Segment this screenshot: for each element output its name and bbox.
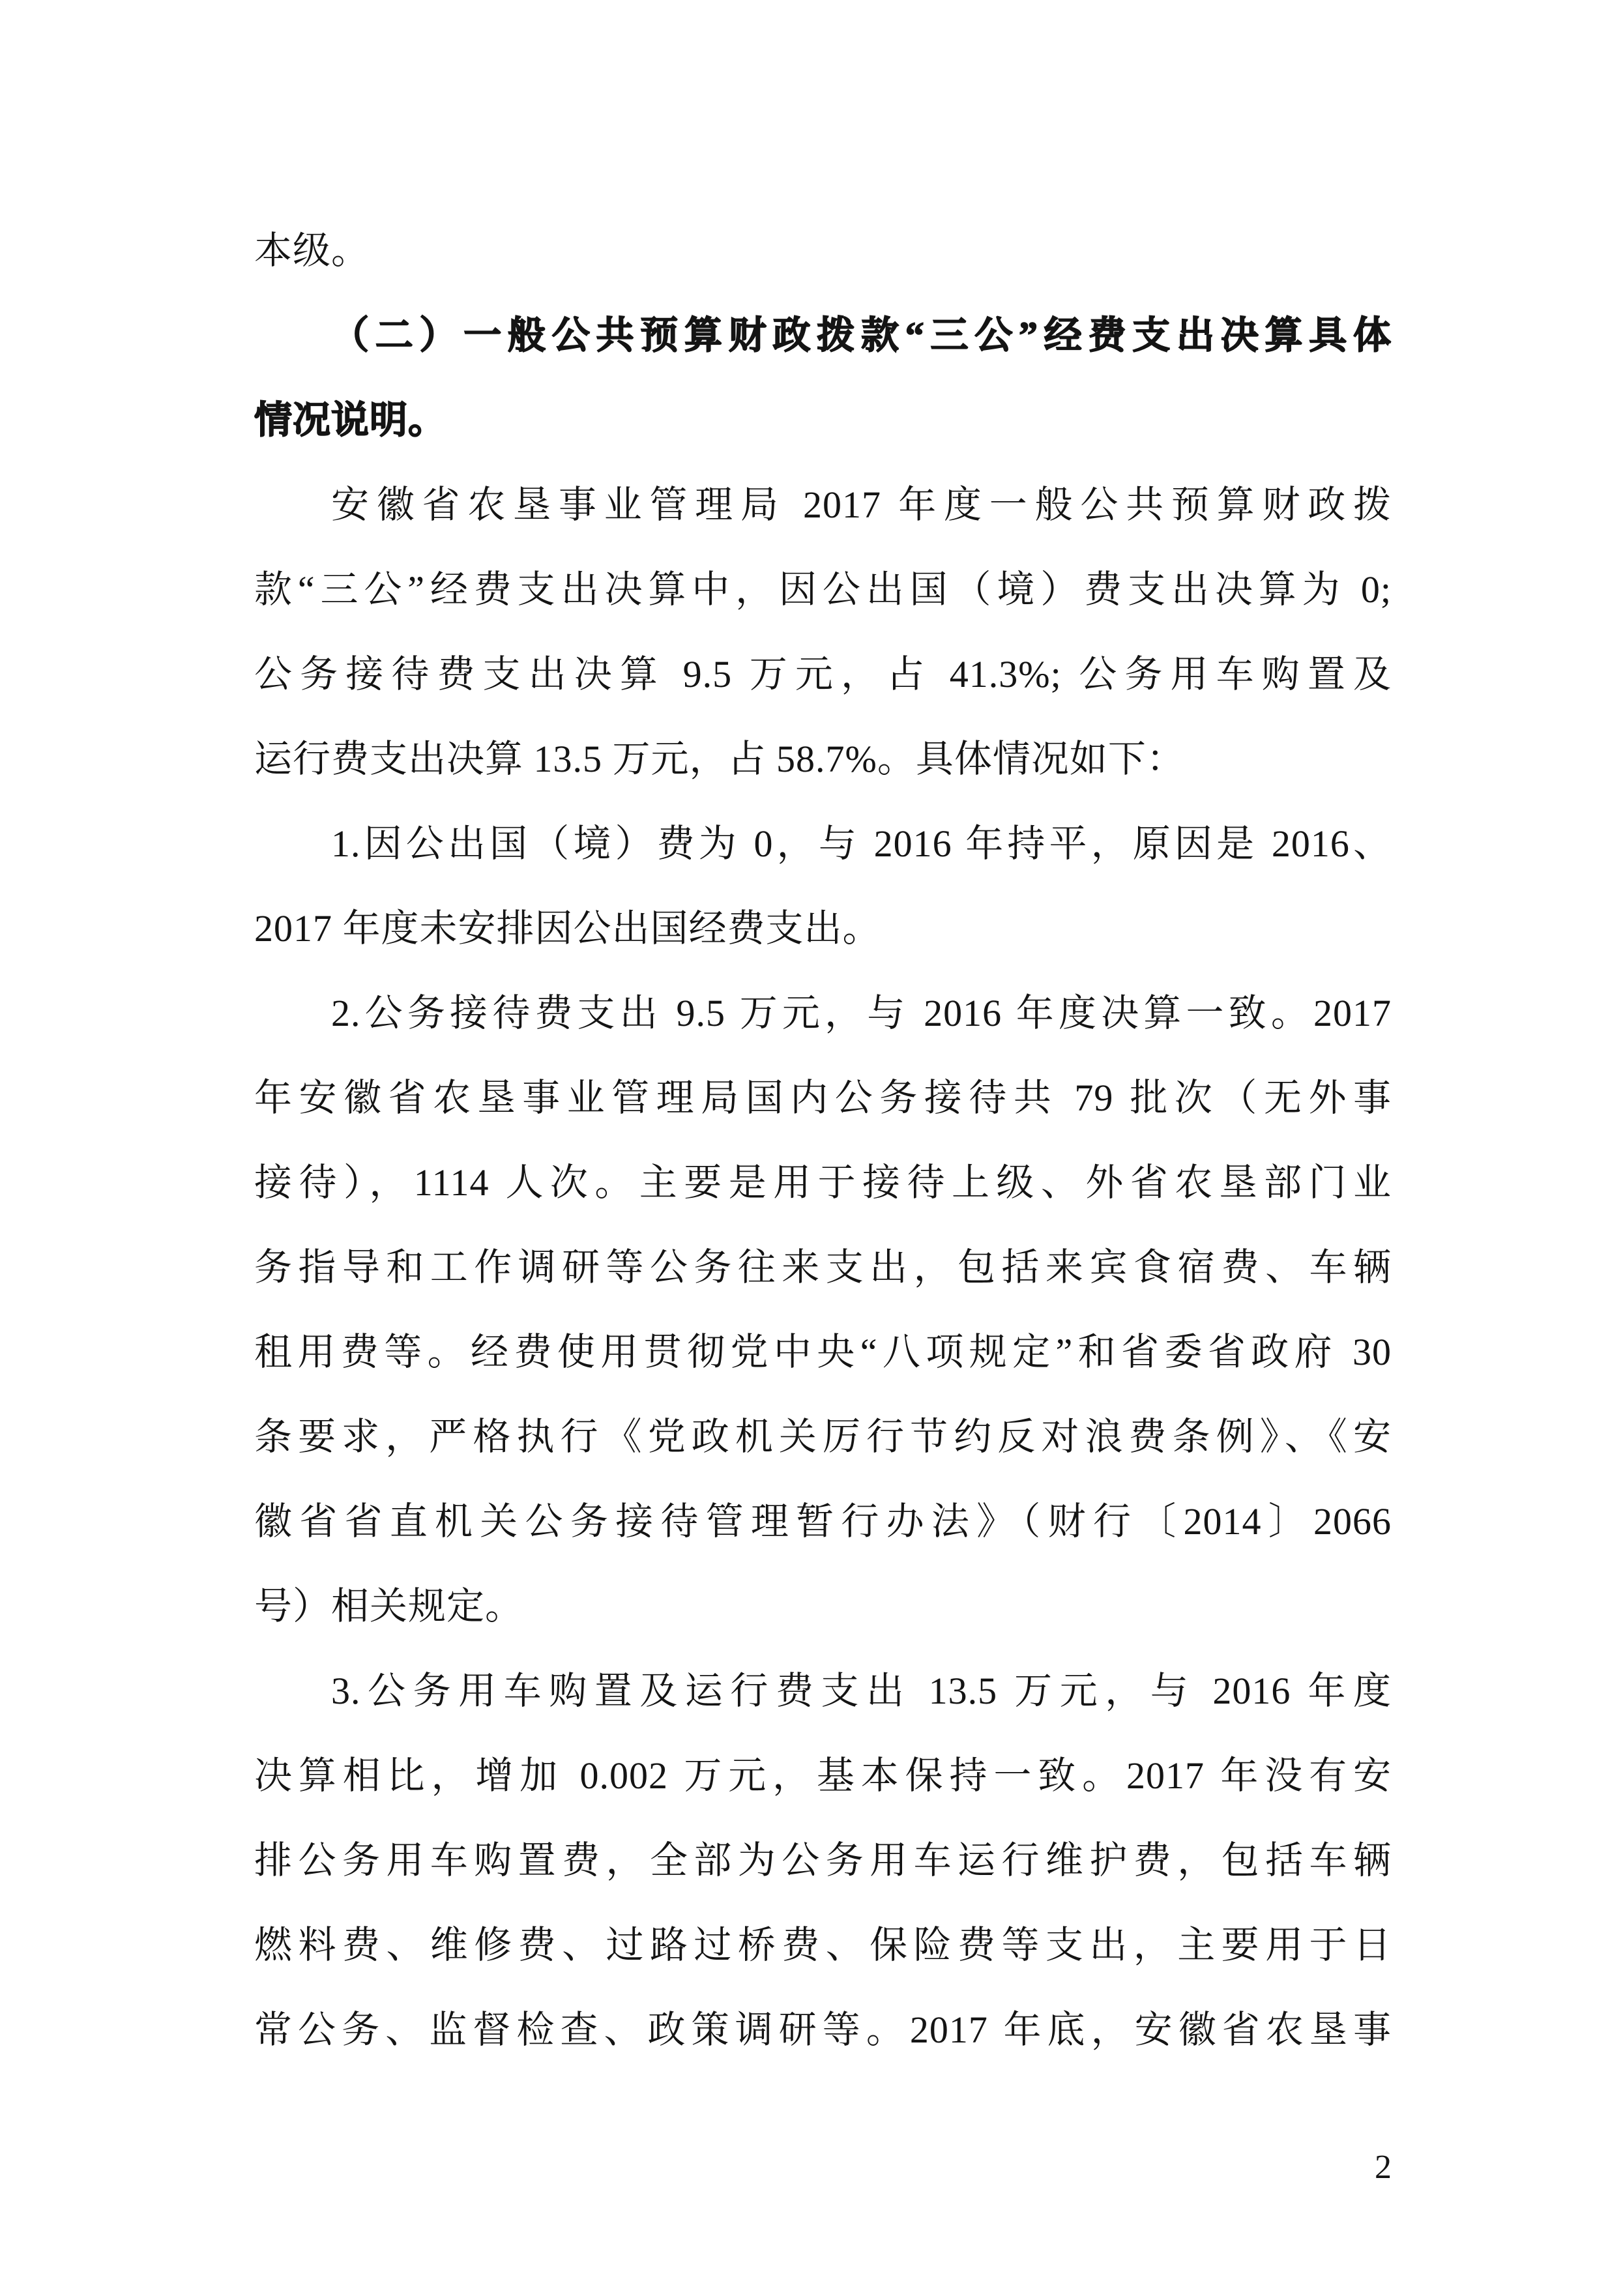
body-text-line: 年安徽省农垦事业管理局国内公务接待共 79 批次（无外事: [254, 1077, 1392, 1119]
body-text-line: 本级。: [254, 229, 370, 272]
body-text-line: 常公务、监督检查、政策调研等。2017 年底，安徽省农垦事: [254, 2009, 1392, 2051]
page-number: 2: [1375, 2149, 1392, 2186]
body-text-line: 2017 年度未安排因公出国经费支出。: [254, 907, 881, 950]
body-text-line: 1.因公出国（境）费为 0，与 2016 年持平，原因是 2016、: [331, 822, 1392, 865]
body-text-line: 运行费支出决算 13.5 万元，占 58.7%。具体情况如下：: [254, 738, 1185, 780]
body-text-line: 徽省省直机关公务接待管理暂行办法》（财行〔2014〕2066: [254, 1500, 1392, 1543]
heading-line: （二）一般公共预算财政拨款“三公”经费支出决算具体: [331, 314, 1392, 356]
body-text-line: 务指导和工作调研等公务往来支出，包括来宾食宿费、车辆: [254, 1246, 1392, 1288]
body-text-line: 条要求，严格执行《党政机关厉行节约反对浪费条例》、《安: [254, 1416, 1392, 1458]
body-text-line: 接待），1114 人次。主要是用于接待上级、外省农垦部门业: [254, 1161, 1392, 1204]
body-text-line: 排公务用车购置费，全部为公务用车运行维护费，包括车辆: [254, 1839, 1392, 1882]
heading-line: 情况说明。: [254, 399, 447, 441]
body-text-line: 公务接待费支出决算 9.5 万元，占 41.3%; 公务用车购置及: [254, 653, 1392, 695]
document-body: [254, 209, 1392, 2072]
body-text-line: 款“三公”经费支出决算中，因公出国（境）费支出决算为 0;: [254, 568, 1392, 611]
body-text-line: 燃料费、维修费、过路过桥费、保险费等支出，主要用于日: [254, 1924, 1392, 1966]
body-text-line: 2.公务接待费支出 9.5 万元，与 2016 年度决算一致。2017: [331, 992, 1392, 1034]
body-text-line: 号）相关规定。: [254, 1585, 524, 1627]
body-text-line: 决算相比，增加 0.002 万元，基本保持一致。2017 年没有安: [254, 1754, 1392, 1797]
body-text-line: 安徽省农垦事业管理局 2017 年度一般公共预算财政拨: [331, 484, 1392, 526]
body-text-line: 租用费等。经费使用贯彻党中央“八项规定”和省委省政府 30: [254, 1331, 1392, 1373]
body-text-line: 3.公务用车购置及运行费支出 13.5 万元，与 2016 年度: [331, 1670, 1392, 1712]
